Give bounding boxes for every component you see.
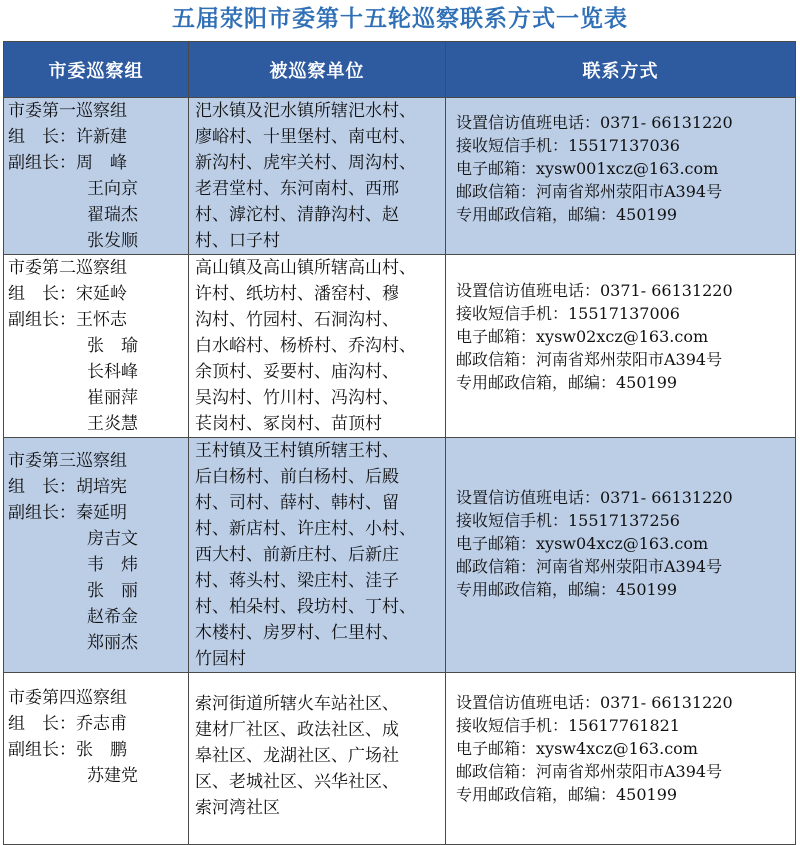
unit-line: 许村、纸坊村、潘窑村、穆 xyxy=(195,284,399,304)
table-row xyxy=(4,438,796,673)
contact-phone: 设置信访值班电话：0371- 66131220 xyxy=(456,113,733,132)
contact-postcode: 专用邮政信箱，邮编：450199 xyxy=(456,205,678,224)
unit-line: 王村镇及王村镇所辖王村、 xyxy=(195,441,399,461)
unit-line: 村、司村、薛村、韩村、留 xyxy=(195,493,399,513)
team-cell xyxy=(4,255,189,438)
team-member: 崔丽萍 xyxy=(87,388,138,408)
team-name: 市委第二巡察组 xyxy=(8,258,127,278)
team-member: 王向京 xyxy=(87,179,138,199)
unit-line: 村、新店村、许庄村、小村、 xyxy=(195,519,416,539)
team-member: 张发顺 xyxy=(87,231,138,251)
team-deputy: 副组长：王怀志 xyxy=(8,310,127,330)
contact-sms: 接收短信手机：15517137006 xyxy=(456,304,680,323)
unit-cell xyxy=(189,673,446,845)
unit-line: 后白杨村、前白杨村、后殿 xyxy=(195,467,399,487)
team-member: 张 瑜 xyxy=(87,336,138,356)
team-deputy: 副组长：秦延明 xyxy=(8,503,127,523)
contact-email: 电子邮箱：xysw001xcz@163.com xyxy=(456,159,719,178)
contact-mail: 邮政信箱：河南省郑州荥阳市A394号 xyxy=(456,762,723,781)
team-member: 长科峰 xyxy=(87,362,138,382)
unit-cell xyxy=(189,438,446,673)
unit-cell xyxy=(189,98,446,255)
contact-sms: 接收短信手机：15517137036 xyxy=(456,136,680,155)
team-deputy: 副组长：周 峰 xyxy=(8,153,127,173)
unit-line: 皋社区、龙湖社区、广场社 xyxy=(195,746,399,766)
team-name: 市委第四巡察组 xyxy=(8,688,127,708)
team-cell xyxy=(4,673,189,845)
team-member: 房吉文 xyxy=(87,529,138,549)
header-unit: 被巡察单位 xyxy=(189,42,446,98)
unit-line: 索河湾社区 xyxy=(195,798,280,818)
contact-cell xyxy=(446,438,796,673)
contact-phone: 设置信访值班电话：0371- 66131220 xyxy=(456,281,733,300)
contact-table xyxy=(3,41,796,845)
contact-postcode: 专用邮政信箱，邮编：450199 xyxy=(456,785,678,804)
unit-line: 沟村、竹园村、石洞沟村、 xyxy=(195,310,399,330)
unit-line: 廖峪村、十里堡村、南屯村、 xyxy=(195,127,416,147)
unit-line: 竹园村 xyxy=(195,649,246,669)
team-cell xyxy=(4,438,189,673)
contact-postcode: 专用邮政信箱，邮编：450199 xyxy=(456,580,678,599)
unit-line: 木楼村、房罗村、仁里村、 xyxy=(195,623,399,643)
unit-line: 老君堂村、东河南村、西邢 xyxy=(195,179,399,199)
team-deputy: 副组长：张 鹏 xyxy=(8,740,127,760)
unit-line: 区、老城社区、兴华社区、 xyxy=(195,772,399,792)
page-title: 五届荥阳市委第十五轮巡察联系方式一览表 xyxy=(172,5,628,32)
team-member: 翟瑞杰 xyxy=(87,205,138,225)
table-row xyxy=(4,673,796,845)
table-row xyxy=(4,98,796,255)
team-member: 王炎慧 xyxy=(87,414,138,434)
team-name: 市委第一巡察组 xyxy=(8,101,127,121)
team-name: 市委第三巡察组 xyxy=(8,451,127,471)
unit-line: 索河街道所辖火车站社区、 xyxy=(195,694,399,714)
unit-line: 汜水镇及汜水镇所辖汜水村、 xyxy=(195,101,416,121)
unit-line: 新沟村、虎牢关村、周沟村、 xyxy=(195,153,416,173)
team-leader: 组 长：宋延岭 xyxy=(8,284,127,304)
contact-email: 电子邮箱：xysw4xcz@163.com xyxy=(456,739,698,758)
unit-line: 村、蒋头村、梁庄村、洼子 xyxy=(195,571,399,591)
team-leader: 组 长：许新建 xyxy=(8,127,127,147)
unit-line: 建材厂社区、政法社区、成 xyxy=(195,720,399,740)
unit-line: 村、柏朵村、段坊村、丁村、 xyxy=(195,597,416,617)
team-member: 郑丽杰 xyxy=(87,633,138,653)
contact-mail: 邮政信箱：河南省郑州荥阳市A394号 xyxy=(456,350,723,369)
table-row xyxy=(4,255,796,438)
team-member: 赵希金 xyxy=(87,607,138,627)
contact-mail: 邮政信箱：河南省郑州荥阳市A394号 xyxy=(456,557,723,576)
contact-email: 电子邮箱：xysw02xcz@163.com xyxy=(456,327,709,346)
unit-line: 余顶村、妥要村、庙沟村、 xyxy=(195,362,399,382)
table-header-row xyxy=(4,42,796,98)
unit-line: 吴沟村、竹川村、冯沟村、 xyxy=(195,388,399,408)
contact-phone: 设置信访值班电话：0371- 66131220 xyxy=(456,488,733,507)
team-cell xyxy=(4,98,189,255)
unit-line: 高山镇及高山镇所辖高山村、 xyxy=(195,258,416,278)
contact-mail: 邮政信箱：河南省郑州荥阳市A394号 xyxy=(456,182,723,201)
contact-sms: 接收短信手机：15517137256 xyxy=(456,511,680,530)
team-member: 张 丽 xyxy=(87,581,138,601)
team-leader: 组 长：胡培宪 xyxy=(8,477,127,497)
header-team: 市委巡察组 xyxy=(4,42,189,98)
contact-postcode: 专用邮政信箱，邮编：450199 xyxy=(456,373,678,392)
team-member: 韦 炜 xyxy=(87,555,138,575)
contact-cell xyxy=(446,673,796,845)
team-leader: 组 长：乔志甫 xyxy=(8,714,127,734)
unit-line: 村、口子村 xyxy=(195,231,280,251)
unit-line: 西大村、前新庄村、后新庄 xyxy=(195,545,399,565)
contact-cell xyxy=(446,255,796,438)
contact-sms: 接收短信手机：15617761821 xyxy=(456,716,680,735)
unit-line: 苌岗村、冢岗村、苗顶村 xyxy=(195,414,382,434)
header-contact: 联系方式 xyxy=(446,42,796,98)
team-member: 苏建党 xyxy=(87,766,138,786)
unit-cell xyxy=(189,255,446,438)
contact-cell xyxy=(446,98,796,255)
contact-phone: 设置信访值班电话：0371- 66131220 xyxy=(456,693,733,712)
unit-line: 白水峪村、杨桥村、乔沟村、 xyxy=(195,336,416,356)
contact-email: 电子邮箱：xysw04xcz@163.com xyxy=(456,534,709,553)
unit-line: 村、滹沱村、清静沟村、赵 xyxy=(195,205,399,225)
